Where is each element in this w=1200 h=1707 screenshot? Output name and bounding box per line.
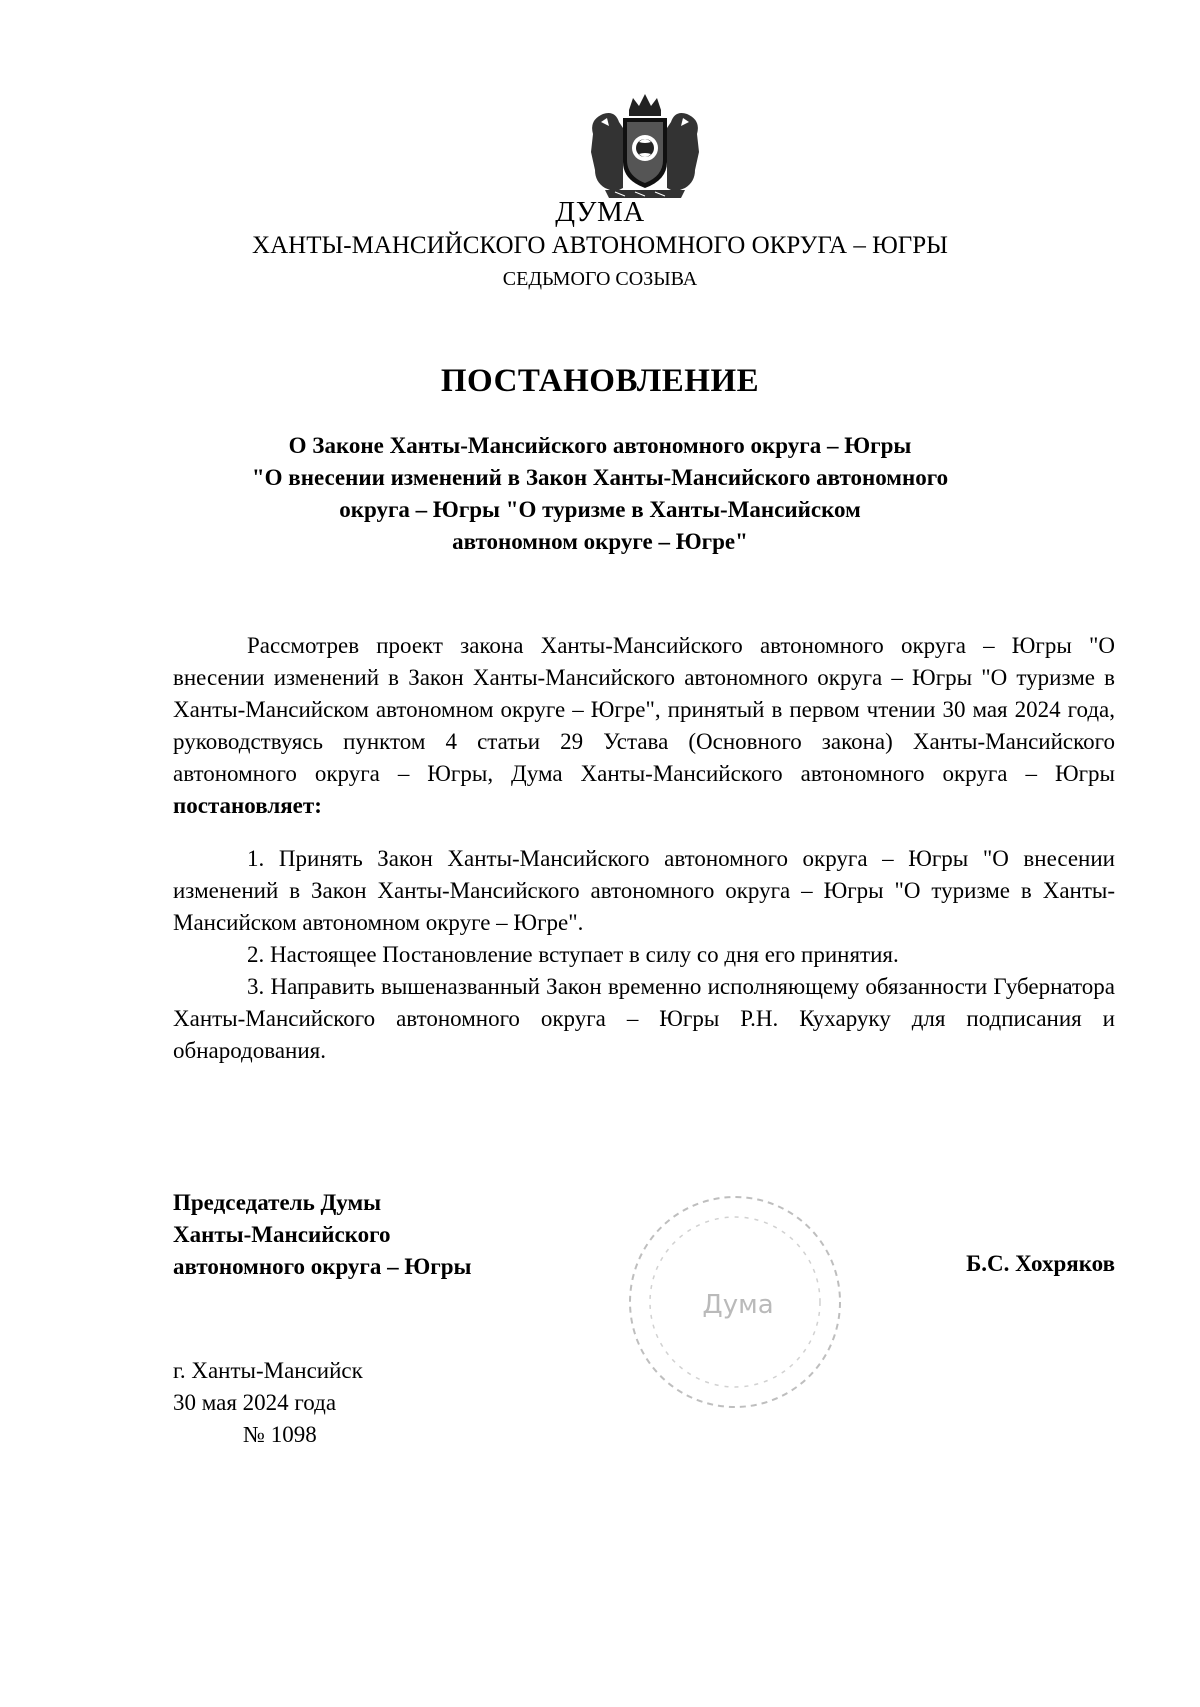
subject-line: округа – Югры "О туризме в Ханты-Мансийском [339, 497, 861, 522]
document-type: ПОСТАНОВЛЕНИЕ [440, 363, 760, 399]
svg-text:Дума: Дума [702, 1290, 774, 1320]
signatory-position [173, 1187, 471, 1283]
resolves-word: постановляет: [173, 793, 322, 818]
resolution-item: 3. Направить вышеназванный Закон временно исполняющему обязанности Губернатора Ханты-Мансийского автономного округа – Югры Р.Н. Кухаруку для подписания и обнародования. [173, 974, 1115, 1063]
coat-of-arms-icon [585, 92, 705, 202]
document-body [173, 630, 1115, 1067]
org-convocation: СЕДЬМОГО СОЗЫВА [502, 268, 698, 290]
signatory-position-line: автономного округа – Югры [173, 1254, 472, 1279]
signatory-name: Б.С. Хохряков [966, 1251, 1115, 1276]
signatory-position-line: Ханты-Мансийского [173, 1222, 391, 1247]
resolution-item: 2. Настоящее Постановление вступает в силу со дня его принятия. [247, 942, 899, 967]
official-stamp [620, 1187, 850, 1417]
preamble-text: Рассмотрев проект закона Ханты-Мансийского автономного округа – Югры "О внесении изменений в Закон Ханты-Мансийского автономного округа – Югры "О туризме в Ханты-Мансийском автономном округе – Югре", принятый в первом чтении 30 мая 2024 года, руководствуясь пунктом 4 статьи 29 Устава (Основного закона) Ханты-Мансийского автономного округа – Югры, Дума Ханты-Мансийского автономного округа – Югры [173, 633, 1115, 786]
resolution-item: 1. Принять Закон Ханты-Мансийского автономного округа – Югры "О внесении изменений в Закон Ханты-Мансийского автономного округа – Югры "О туризме в Ханты-Мансийском автономном округе – Югре". [173, 846, 1115, 935]
signatory-position-line: Председатель Думы [173, 1190, 382, 1215]
subject-line: автономном округе – Югре" [452, 529, 748, 554]
document-number: № 1098 [243, 1422, 317, 1447]
subject-line: О Законе Ханты-Мансийского автономного округа – Югры [288, 433, 912, 458]
subject-line: "О внесении изменений в Закон Ханты-Мансийского автономного [251, 465, 949, 490]
issue-city: г. Ханты-Мансийск [173, 1358, 363, 1383]
document-subject [0, 430, 1200, 558]
org-name: ДУМА [555, 196, 645, 228]
org-region: ХАНТЫ-МАНСИЙСКОГО АВТОНОМНОГО ОКРУГА – ЮГРЫ [252, 232, 948, 259]
document-footer [173, 1355, 363, 1451]
issue-date: 30 мая 2024 года [173, 1390, 337, 1415]
preamble-paragraph [173, 630, 1115, 822]
